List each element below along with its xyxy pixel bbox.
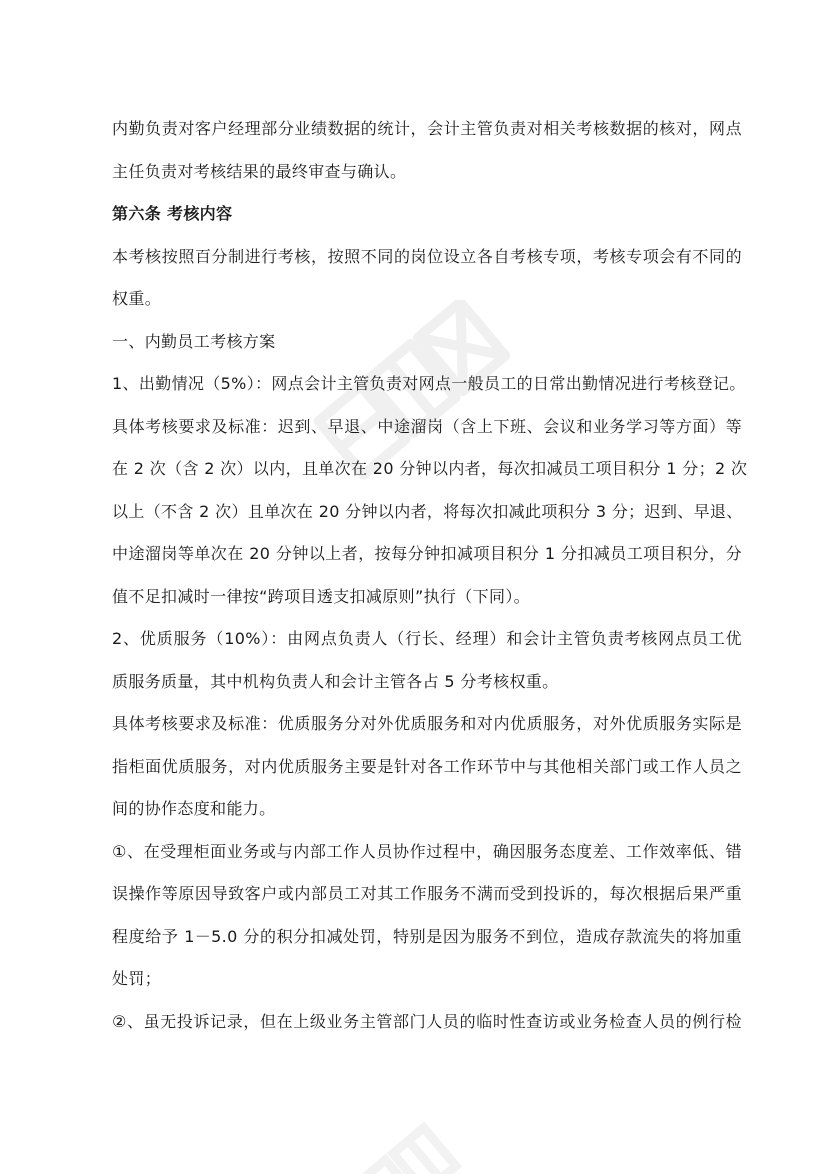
paragraph-line: 内勤负责对客户经理部分业绩数据的统计，会计主管负责对相关考核数据的核对，网点 (112, 119, 742, 138)
paragraph-line: 2、优质服务（10%）：由网点负责人（行长、经理）和会计主管负责考核网点员工优 (112, 629, 742, 648)
paragraph-line: 误操作等原因导致客户或内部员工对其工作服务不满而受到投诉的，每次根据后果严重 (112, 884, 742, 903)
paragraph-line: 程度给予 1－5.0 分的积分扣减处罚，特别是因为服务不到位，造成存款流失的将加重 (112, 926, 742, 946)
paragraph-line: 主任负责对考核结果的最终审查与确认。 (112, 161, 407, 181)
paragraph-line: 1、出勤情况（5%）：网点会计主管负责对网点一般员工的日常出勤情况进行考核登记。 (112, 374, 746, 393)
paragraph-line: ①、在受理柜面业务或与内部工作人员协作过程中，确因服务态度差、工作效率低、错 (112, 841, 742, 861)
paragraph-line: 处罚； (112, 969, 162, 988)
section-heading: 第六条 考核内容 (112, 204, 233, 223)
document-body (112, 108, 748, 1043)
paragraph-line: 值不足扣减时一律按“跨项目透支扣减原则”执行（下同）。 (112, 586, 531, 606)
paragraph-line: 以上（不含 2 次）且单次在 20 分钟以内者，将每次扣减此项积分 3 分；迟到、早退、 (112, 501, 743, 521)
paragraph-line: 指柜面优质服务，对内优质服务主要是针对各工作环节中与其他相关部门或工作人员之 (112, 756, 742, 776)
paragraph-line: ②、虽无投诉记录，但在上级业务主管部门人员的临时性查访或业务检查人员的例行检 (112, 1011, 742, 1031)
paragraph-line: 中途溜岗等单次在 20 分钟以上者，按每分钟扣减项目积分 1 分扣减员工项目积分，分 (112, 544, 742, 563)
watermark-logo-bottom (340, 1110, 500, 1174)
subsection-title: 一、内勤员工考核方案 (112, 331, 276, 351)
paragraph-line: 质服务质量，其中机构负责人和会计主管各占 5 分考核权重。 (112, 671, 559, 691)
paragraph-line: 本考核按照百分制进行考核，按照不同的岗位设立各自考核专项，考核专项会有不同的 (112, 246, 742, 266)
paragraph-line: 具体考核要求及标准：优质服务分对外优质服务和对内优质服务，对外优质服务实际是 (112, 714, 742, 733)
paragraph-line: 间的协作态度和能力。 (112, 799, 276, 818)
paragraph-line: 具体考核要求及标准：迟到、早退、中途溜岗（含上下班、会议和业务学习等方面）等 (112, 416, 742, 436)
paragraph-line: 权重。 (112, 289, 162, 308)
paragraph-line: 在 2 次（含 2 次）以内，且单次在 20 分钟以内者，每次扣减员工项目积分 1 分；2 次 (112, 459, 748, 478)
